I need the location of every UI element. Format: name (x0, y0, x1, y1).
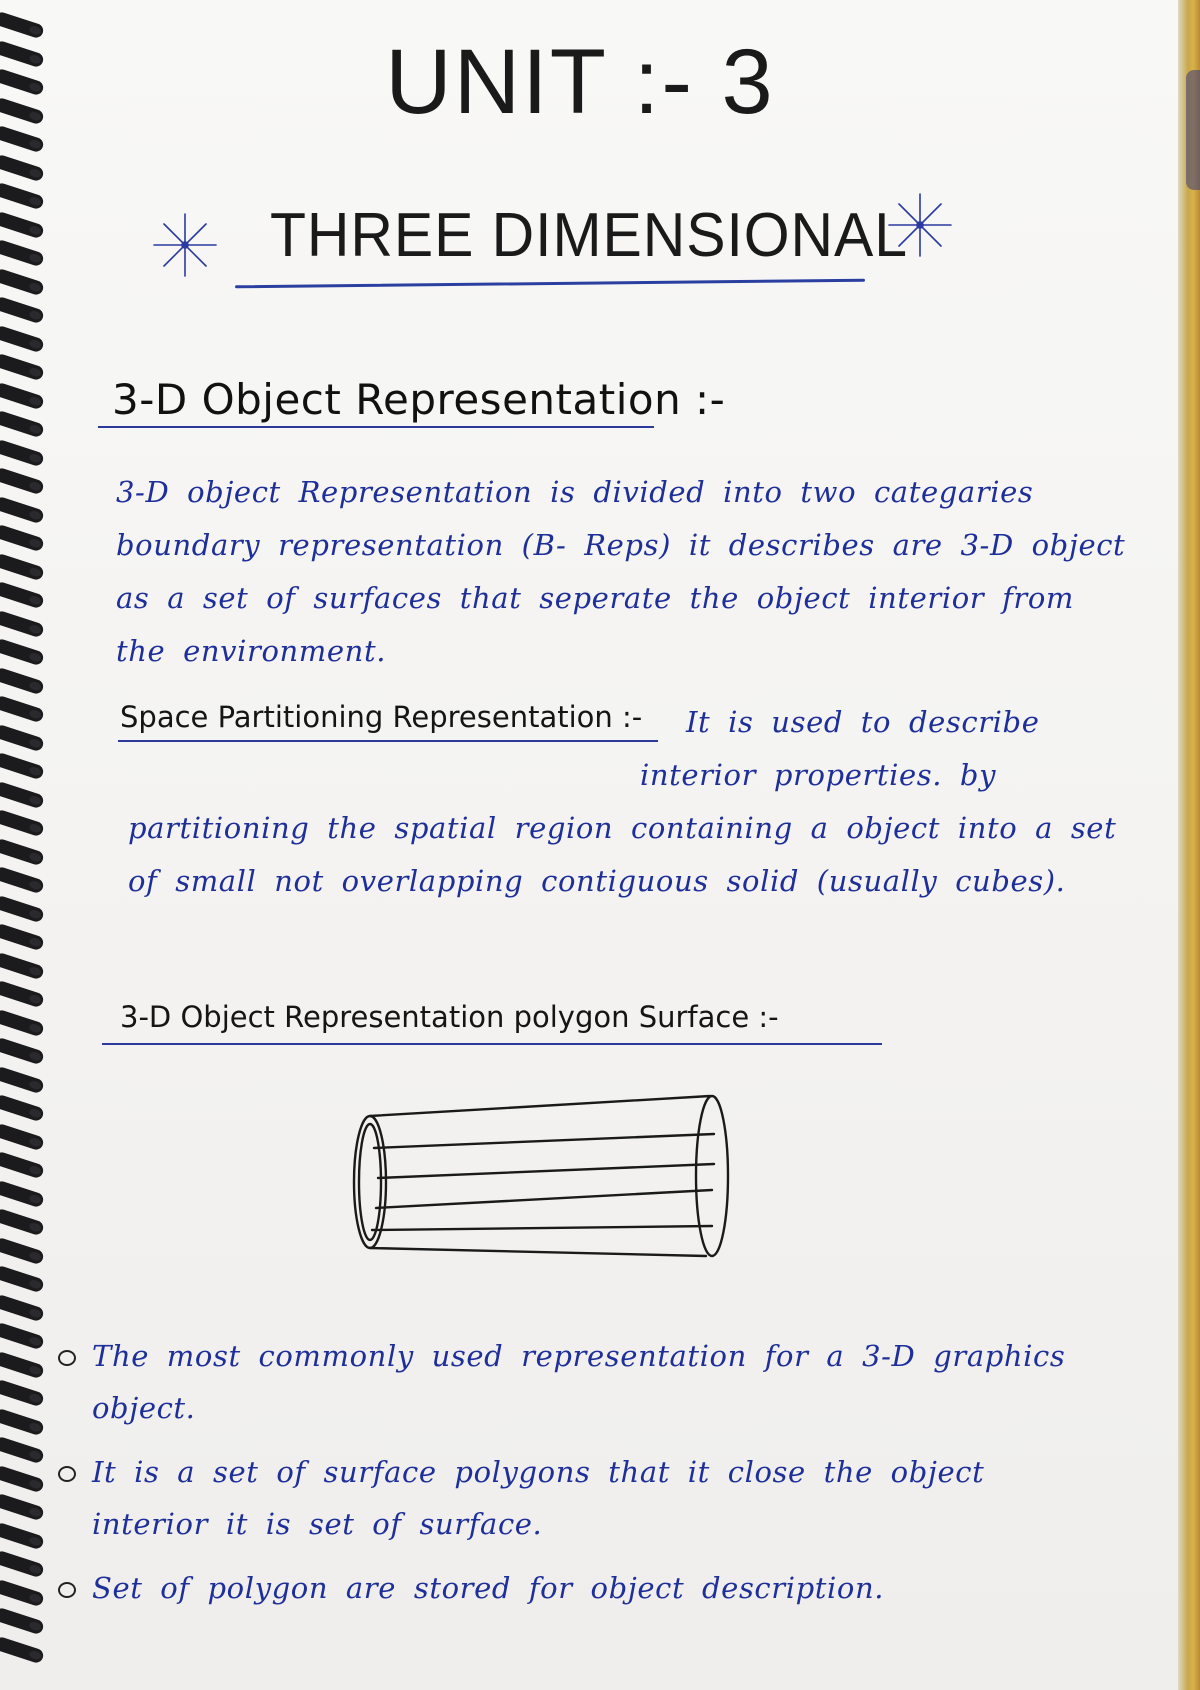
paragraph-space-partitioning-line1: It is used to describe (686, 705, 1040, 739)
spiral-ring (0, 410, 45, 439)
paragraph-space-partitioning-body: partitioning the spatial region containing a object into a set of small not overlapping contiguous solid (usually cubes). (128, 811, 1117, 898)
spiral-ring (0, 581, 45, 610)
spiral-ring (0, 780, 45, 809)
bullet-icon (58, 1466, 76, 1482)
sparkle-star-icon-left (150, 210, 220, 280)
spiral-ring (0, 1151, 45, 1180)
list-item: It is a set of surface polygons that it close the object interior it is set of surface. (58, 1446, 1118, 1550)
spiral-ring (0, 752, 45, 781)
spiral-ring (0, 153, 45, 182)
spiral-ring (0, 1122, 45, 1151)
spiral-ring (0, 1407, 45, 1436)
spiral-ring (0, 1578, 45, 1607)
heading-underline (98, 426, 654, 428)
spiral-ring (0, 980, 45, 1009)
spiral-ring (0, 1037, 45, 1066)
spiral-ring (0, 1350, 45, 1379)
spiral-ring (0, 638, 45, 667)
spiral-ring (0, 1208, 45, 1237)
subtitle-underline (235, 279, 865, 289)
spiral-ring (0, 1293, 45, 1322)
page-title: UNIT :- 3 (385, 31, 775, 133)
spiral-ring (0, 1436, 45, 1465)
spiral-ring (0, 1464, 45, 1493)
bullet-icon (58, 1350, 76, 1366)
page-subtitle: THREE DIMENSIONAL (270, 201, 908, 270)
spiral-ring (0, 666, 45, 695)
spiral-ring (0, 1493, 45, 1522)
spiral-ring (0, 1379, 45, 1408)
spiral-ring (0, 809, 45, 838)
spiral-ring (0, 324, 45, 353)
spiral-ring (0, 1265, 45, 1294)
polygon-cylinder-sketch-icon (350, 1090, 740, 1270)
section-heading-object-representation: 3-D Object Representation :- (112, 375, 726, 424)
spiral-ring (0, 695, 45, 724)
spiral-ring (0, 381, 45, 410)
section-heading-space-partitioning: Space Partitioning Representation :- (120, 700, 643, 734)
spiral-ring (0, 267, 45, 296)
spiral-ring (0, 1607, 45, 1636)
spiral-ring (0, 467, 45, 496)
spiral-ring (0, 1236, 45, 1265)
spiral-ring (0, 837, 45, 866)
spiral-binding (0, 0, 60, 1690)
spiral-ring (0, 951, 45, 980)
section-heading-polygon-surface: 3-D Object Representation polygon Surface :- (120, 1000, 779, 1034)
spiral-ring (0, 1065, 45, 1094)
spiral-ring (0, 923, 45, 952)
spiral-ring (0, 723, 45, 752)
spiral-ring (0, 495, 45, 524)
spiral-ring (0, 438, 45, 467)
spiral-ring (0, 1179, 45, 1208)
spiral-ring (0, 1094, 45, 1123)
spiral-ring (0, 1635, 45, 1664)
spiral-ring (0, 210, 45, 239)
spiral-ring (0, 609, 45, 638)
spiral-ring (0, 552, 45, 581)
bullet-icon (58, 1582, 76, 1598)
heading-underline (118, 740, 658, 742)
spiral-ring (0, 524, 45, 553)
paragraph-space-partitioning-line2: interior properties. by (640, 758, 997, 792)
spiral-ring (0, 1008, 45, 1037)
spiral-ring (0, 296, 45, 325)
list-item: Set of polygon are stored for object description. (58, 1562, 1118, 1614)
spiral-ring (0, 1550, 45, 1579)
paragraph-object-representation: 3-D object Representation is divided into two categaries boundary representation (B- Reps) it describes are 3-D object as a set of surfaces that seperate the object interior from the environment. (116, 475, 1126, 668)
bullet-list (58, 1330, 1118, 1626)
list-item: The most commonly used representation for a 3-D graphics object. (58, 1330, 1118, 1434)
spiral-ring (0, 894, 45, 923)
spiral-ring (0, 1521, 45, 1550)
spiral-ring (0, 353, 45, 382)
spiral-ring (0, 1322, 45, 1351)
page-edge-background (1178, 0, 1200, 1690)
spiral-ring (0, 182, 45, 211)
heading-underline (102, 1043, 882, 1045)
spiral-ring (0, 866, 45, 895)
spiral-ring (0, 239, 45, 268)
